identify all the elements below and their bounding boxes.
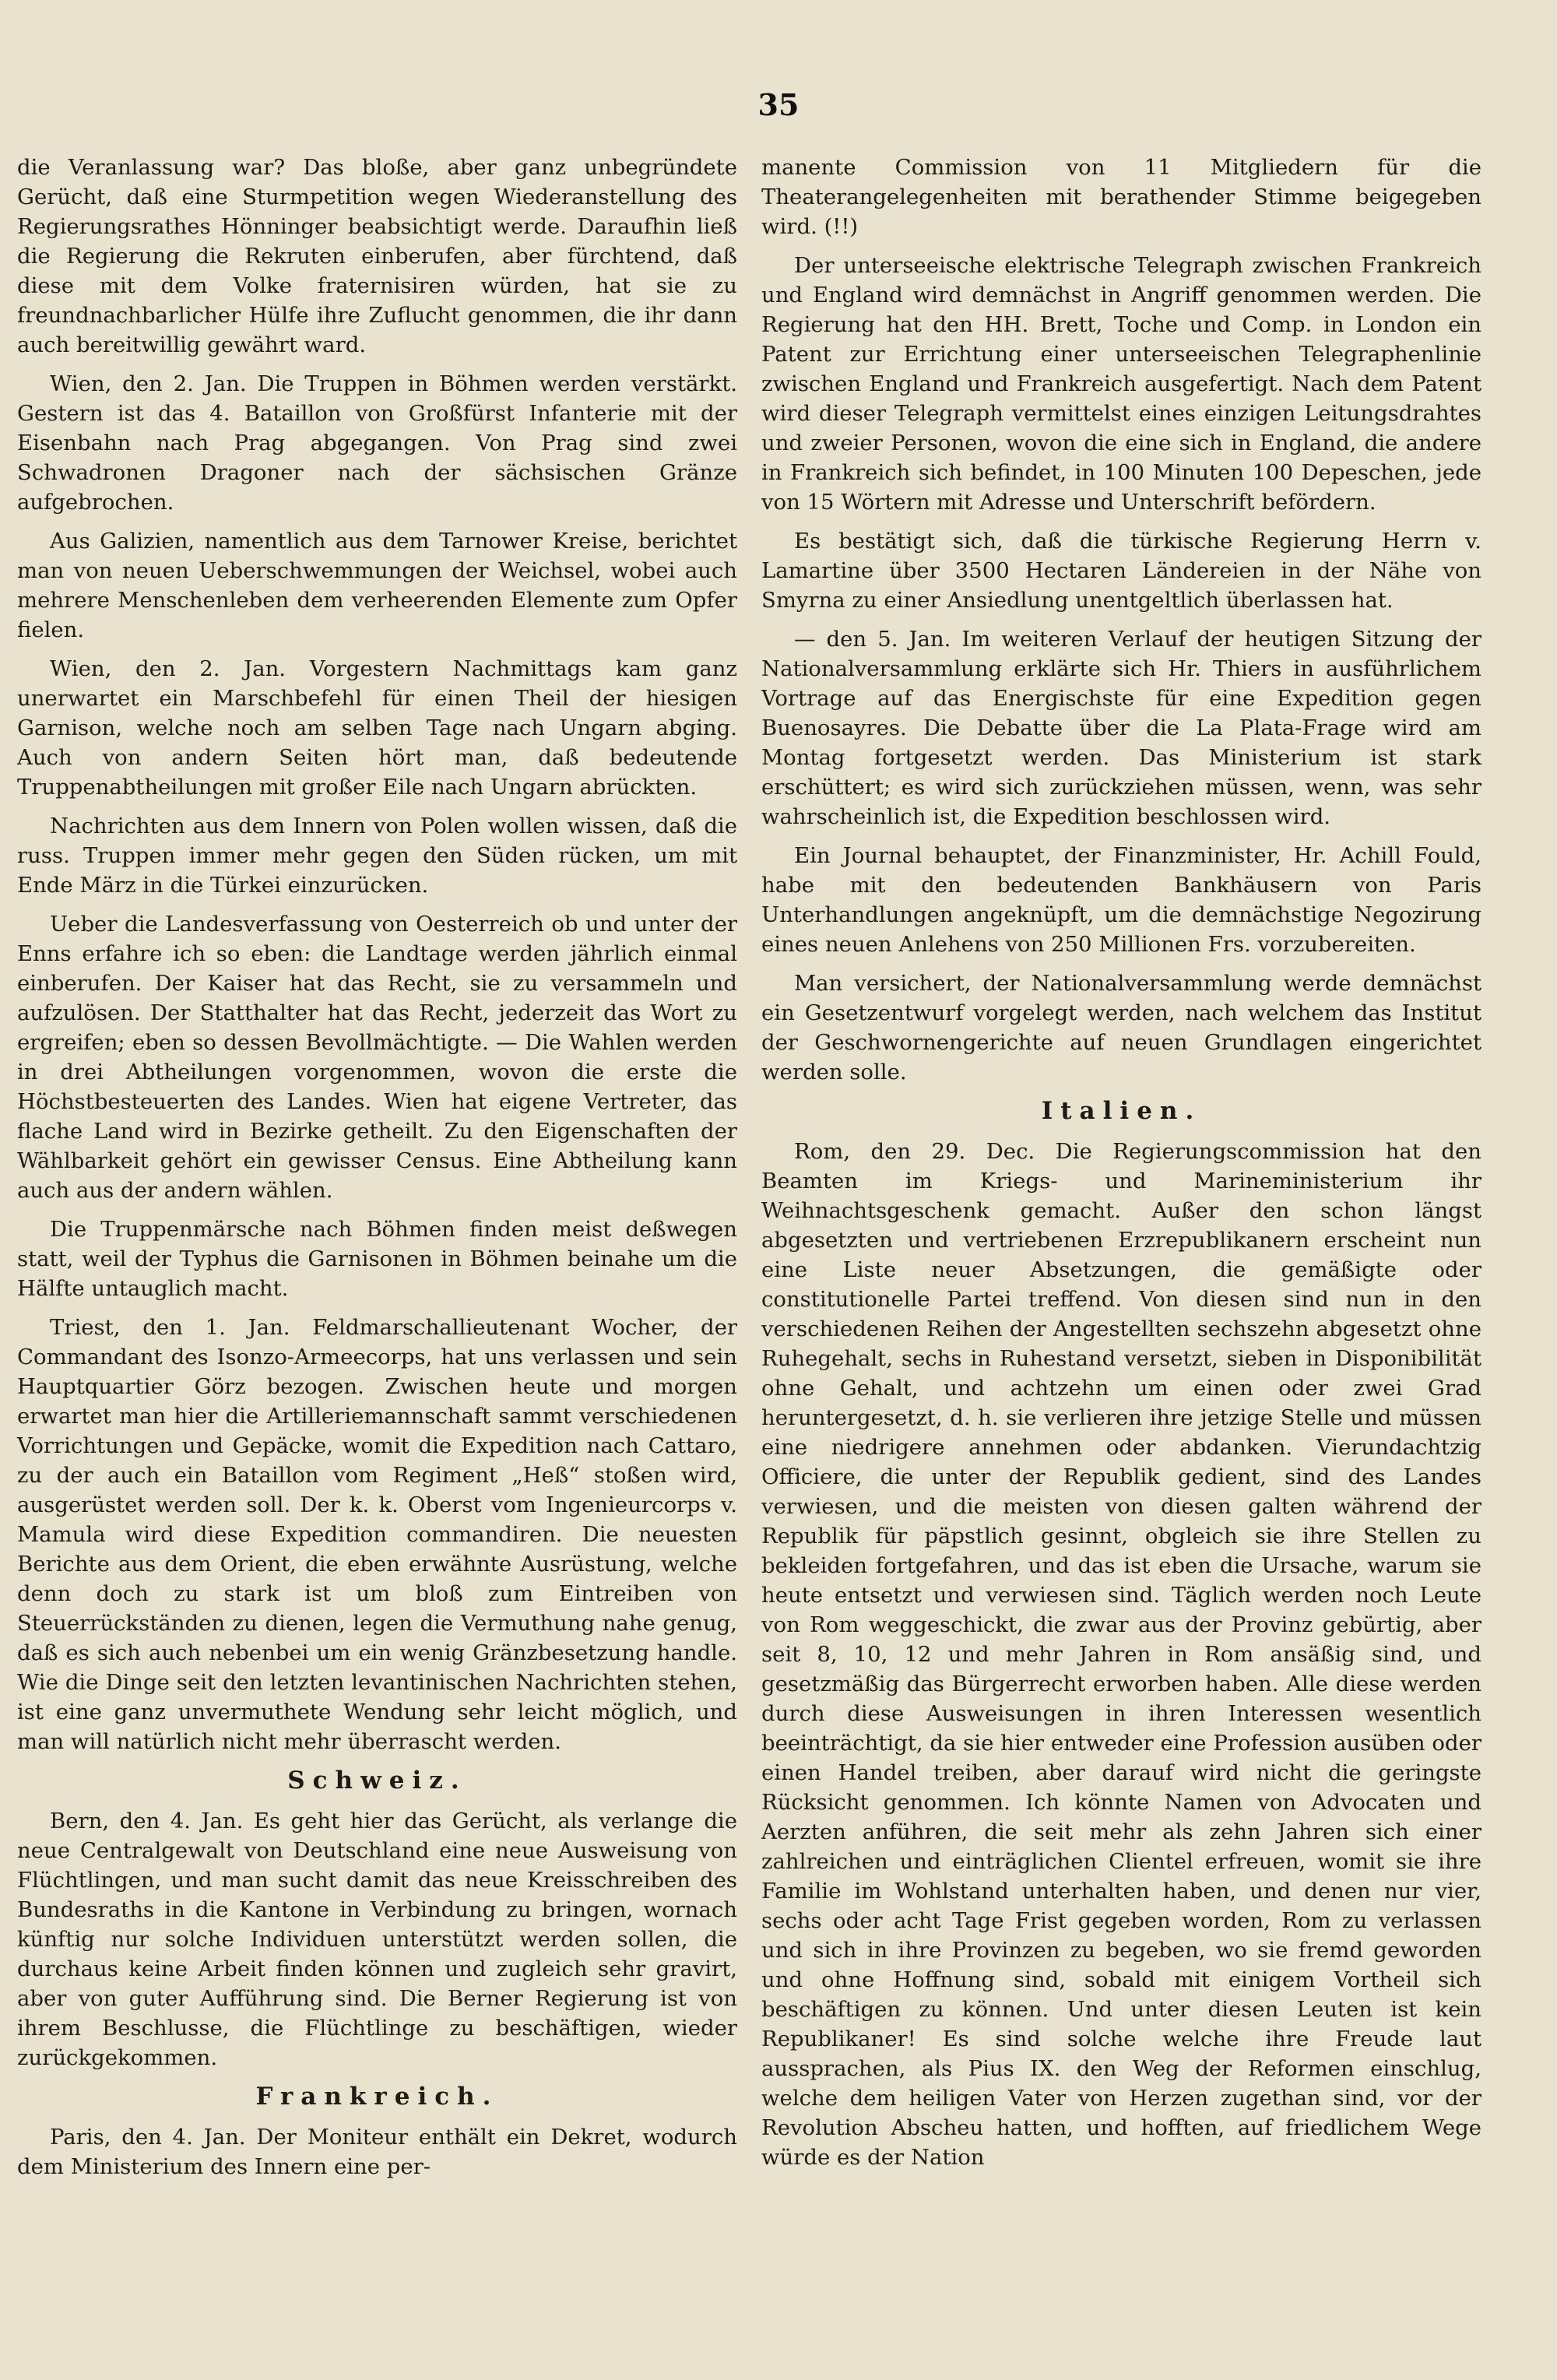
article-paragraph: Ein Journal behauptet, der Finanzminister, Hr. Achill Fould, habe mit den bedeutenden Bankhäusern von Paris Unterhandlungen angeknüpft, um die demnächstige Negozirung eines neuen Anlehens von 250 Millionen Frs. vorzubereiten. (761, 843, 1481, 957)
article-paragraph: Bern, den 4. Jan. Es geht hier das Gerücht, als verlange die neue Centralgewalt von Deutschland eine neue Ausweisung von Flüchtlingen, und man sucht damit das neue Kreisschreiben des Bundesraths in die Kantone in Verbindung zu bringen, wornach künftig nur solche Individuen unterstützt werden sollen, die durchaus keine Arbeit finden können und zugleich sehr gravirt, aber von guter Aufführung sind. Die Berner Regierung ist von ihrem Beschlusse, die Flüchtlinge zu beschäftigen, wieder zurückgekommen. (17, 1809, 737, 2070)
article-paragraph: Wien, den 2. Jan. Vorgestern Nachmittags kam ganz unerwartet ein Marschbefehl für einen Theil der hiesigen Garnison, welche noch am selben Tage nach Ungarn abging. Auch von andern Seiten hört man, daß bedeutende Truppenabtheilungen mit großer Eile nach Ungarn abrückten. (17, 656, 737, 800)
left-column (17, 153, 737, 2191)
article-paragraph: Der unterseeische elektrische Telegraph zwischen Frankreich und England wird demnächst in Angriff genommen werden. Die Regierung hat den HH. Brett, Toche und Comp. in London ein Patent zur Errichtung einer unterseeischen Telegraphenlinie zwischen England und Frankreich ausgefertigt. Nach dem Patent wird dieser Telegraph vermittelst eines einzigen Leitungsdrahtes und zweier Personen, wovon die eine sich in England, die andere in Frankreich sich befindet, in 100 Minuten 100 Depeschen, jede von 15 Wörtern mit Adresse und Unterschrift befördern. (761, 253, 1481, 515)
article-paragraph: Rom, den 29. Dec. Die Regierungscommission hat den Beamten im Kriegs- und Marineministerium ihr Weihnachtsgeschenk gemacht. Außer den schon längst abgesetzten und vertriebenen Erzrepublikanern erscheint nun eine Liste neuer Absetzungen, die gemäßigte oder constitutionelle Partei treffend. Von diesen sind nun in den verschiedenen Reihen der Angestellten sechszehn abgesetzt ohne Ruhegehalt, sechs in Ruhestand versetzt, sieben in Disponibilität ohne Gehalt, und achtzehn um einen oder zwei Grad heruntergesetzt, d. h. sie verlieren ihre jetzige Stelle und müssen eine niedrigere annehmen oder abdanken. Vierundachtzig Officiere, die unter der Republik gedient, sind des Landes verwiesen, und die meisten von diesen galten während der Republik für päpstlich gesinnt, obgleich sie ihre Stellen zu bekleiden fortgefahren, und das ist eben die Ursache, warum sie heute entsetzt und verwiesen sind. Täglich werden noch Leute von Rom weggeschickt, die zwar aus der Provinz gebürtig, aber seit 8, 10, 12 und mehr Jahren in Rom ansäßig sind, und gesetzmäßig das Bürgerrecht erworben haben. Alle diese werden durch diese Ausweisungen in ihren Interessen wesentlich beeinträchtigt, da sie hier entweder eine Profession ausüben oder einen Handel treiben, aber darauf wird nicht die geringste Rücksicht genommen. Ich könnte Namen von Advocaten und Aerzten anführen, die seit mehr als zehn Jahren sich einer zahlreichen und einträglichen Clientel erfreuen, womit sie ihre Familie im Wohlstand unterhalten haben, und denen nur vier, sechs oder acht Tage Frist gegeben worden, Rom zu verlassen und sich in ihre Provinzen zu begeben, wo sie fremd geworden und ohne Hoffnung sind, sobald mit einigem Vortheil sich beschäftigen zu können. Und unter diesen Leuten ist kein Republikaner! Es sind solche welche ihre Freude laut aussprachen, als Pius IX. den Weg der Reformen einschlug, welche dem heiligen Vater von Herzen zugethan sind, vor der Revolution Abscheu hatten, und hofften, auf friedlichem Wege würde es der Nation (761, 1139, 1481, 2170)
article-paragraph: Nachrichten aus dem Innern von Polen wollen wissen, daß die russ. Truppen immer mehr gegen den Süden rücken, um mit Ende März in die Türkei einzurücken. (17, 814, 737, 898)
article-paragraph: manente Commission von 11 Mitgliedern für die Theaterangelegenheiten mit berathender Stimme beigegeben wird. (!!) (761, 155, 1481, 239)
article-paragraph: — den 5. Jan. Im weiteren Verlauf der heutigen Sitzung der Nationalversammlung erklärte sich Hr. Thiers in ausführlichem Vortrage auf das Energischste für eine Expedition gegen Buenosayres. Die Debatte über die La Plata-Frage wird am Montag fortgesetzt werden. Das Ministerium ist stark erschüttert; es wird sich zurückziehen müssen, wenn, was sehr wahrscheinlich ist, die Expedition beschlossen wird. (761, 627, 1481, 829)
article-paragraph: Die Truppenmärsche nach Böhmen finden meist deßwegen statt, weil der Typhus die Garnisonen in Böhmen beinahe um die Hälfte untauglich macht. (17, 1217, 737, 1301)
article-paragraph: Triest, den 1. Jan. Feldmarschallieutenant Wocher, der Commandant des Isonzo-Armeecorps, hat uns verlassen und sein Hauptquartier Görz bezogen. Zwischen heute und morgen erwartet man hier die Artilleriemannschaft sammt verschiedenen Vorrichtungen und Gepäcke, womit die Expedition nach Cattaro, zu der auch ein Bataillon vom Regiment „Heß“ stoßen wird, ausgerüstet werden soll. Der k. k. Oberst vom Ingenieurcorps v. Mamula wird diese Expedition commandiren. Die neuesten Berichte aus dem Orient, die eben erwähnte Ausrüstung, welche denn doch zu stark ist um bloß zum Eintreiben von Steuerrückständen zu dienen, legen die Vermuthung nahe genug, daß es sich auch nebenbei um ein wenig Gränzbesetzung handle. Wie die Dinge seit den letzten levantinischen Nachrichten stehen, ist eine ganz unvermuthete Wendung sehr leicht möglich, und man will natürlich nicht mehr überrascht werden. (17, 1315, 737, 1754)
section-heading: Frankreich. (255, 2083, 499, 2111)
section-heading: Schweiz. (287, 1767, 467, 1795)
article-paragraph: Ueber die Landesverfassung von Oesterreich ob und unter der Enns erfahre ich so eben: die Landtage werden jährlich einmal einberufen. Der Kaiser hat das Recht, sie zu versammeln und aufzulösen. Der Statthalter hat das Recht, jederzeit das Wort zu ergreifen; eben so dessen Bevollmächtigte. — Die Wahlen werden in drei Abtheilungen vorgenommen, wovon die erste die Höchstbesteuerten des Landes. Wien hat eigene Vertreter, das flache Land wird in Bezirke getheilt. Zu den Eigenschaften der Wählbarkeit gehört ein gewisser Census. Eine Abtheilung kann auch aus der andern wählen. (17, 912, 737, 1203)
article-paragraph: Es bestätigt sich, daß die türkische Regierung Herrn v. Lamartine über 3500 Hectaren Ländereien in der Nähe von Smyrna zu einer Ansiedlung unentgeltlich überlassen hat. (761, 529, 1481, 613)
article-paragraph: Man versichert, der Nationalversammlung werde demnächst ein Gesetzentwurf vorgelegt werden, nach welchem das Institut der Geschwornengerichte auf neuen Grundlagen eingerichtet werden solle. (761, 971, 1481, 1085)
article-paragraph: die Veranlassung war? Das bloße, aber ganz unbegründete Gerücht, daß eine Sturmpetition wegen Wiederanstellung des Regierungsrathes Hönninger beabsichtigt werde. Daraufhin ließ die Regierung die Rekruten einberufen, aber fürchtend, daß diese mit dem Volke fraternisiren würden, hat sie zu freundnachbarlicher Hülfe ihre Zuflucht genommen, die ihr dann auch bereitwillig gewährt ward. (17, 155, 737, 357)
right-column (761, 153, 1481, 2181)
section-heading: Italien. (1041, 1097, 1202, 1125)
article-paragraph: Paris, den 4. Jan. Der Moniteur enthält ein Dekret, wodurch dem Ministerium des Innern eine per- (17, 2125, 737, 2179)
article-paragraph: Aus Galizien, namentlich aus dem Tarnower Kreise, berichtet man von neuen Ueberschwemmungen der Weichsel, wobei auch mehrere Menschenleben dem verheerenden Elemente zum Opfer fielen. (17, 529, 737, 642)
article-paragraph: Wien, den 2. Jan. Die Truppen in Böhmen werden verstärkt. Gestern ist das 4. Bataillon von Großfürst Infanterie mit der Eisenbahn nach Prag abgegangen. Von Prag sind zwei Schwadronen Dragoner nach der sächsischen Gränze aufgebrochen. (17, 371, 737, 515)
page-number: 35 (757, 87, 800, 122)
